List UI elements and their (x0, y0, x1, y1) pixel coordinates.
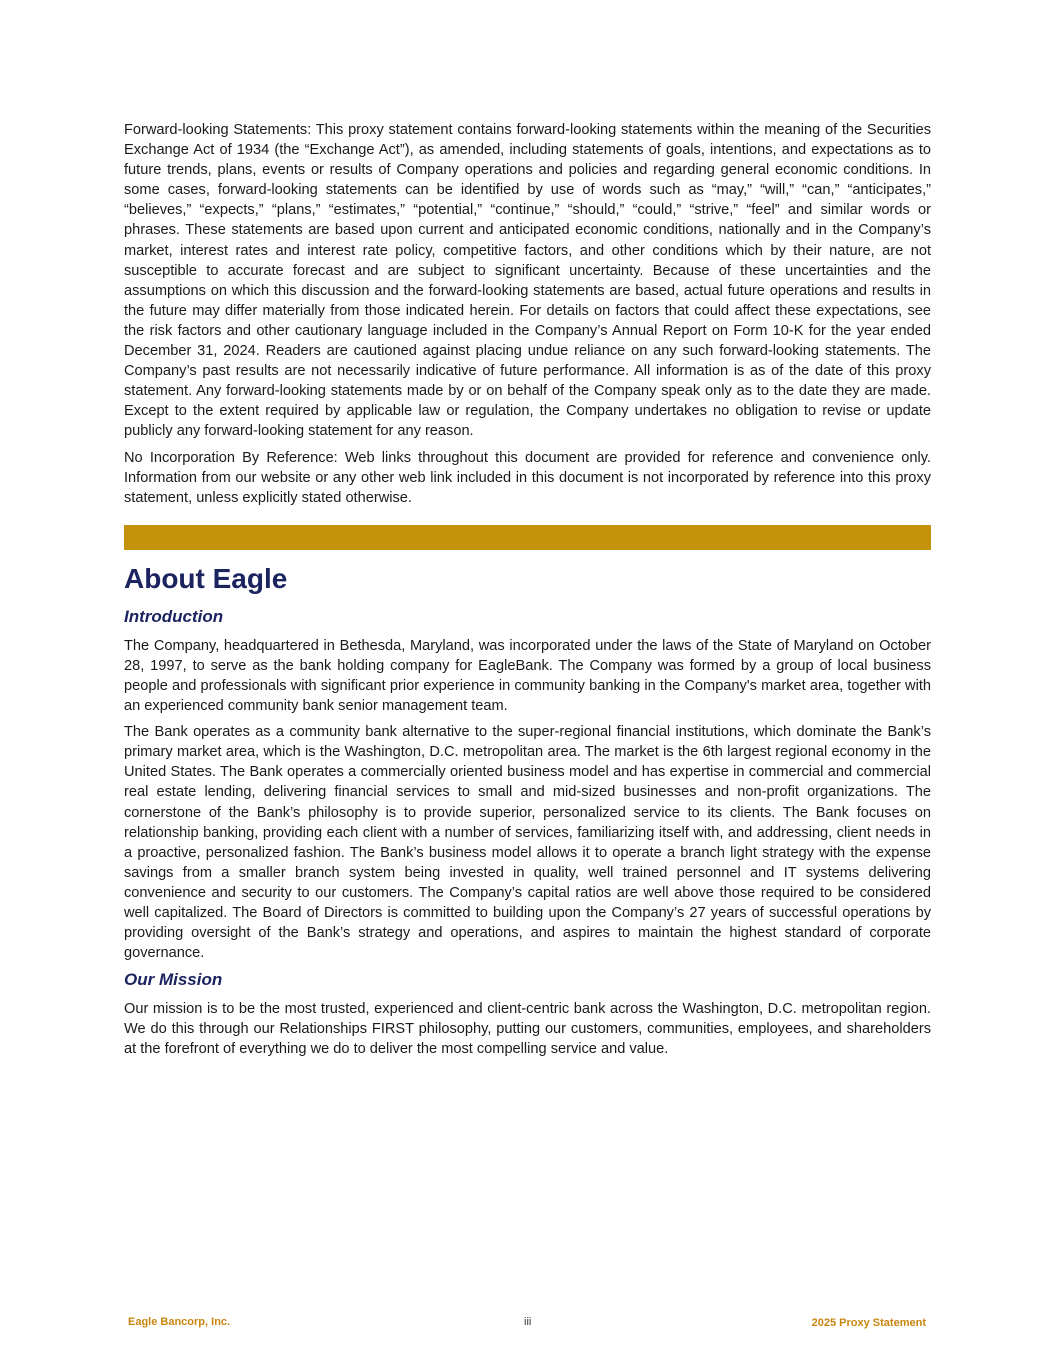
section-title: About Eagle (124, 562, 288, 594)
page-number: iii (524, 1316, 532, 1328)
footer-document-title: 2025 Proxy Statement (811, 1317, 926, 1329)
forward-looking-statements: Forward-looking Statements: This proxy statement contains forward-looking statements within the meaning of the Securities Exchange Act of 1934 (the “Exchange Act”), as amended, including statements of goals, intentions, and expectations as to future trends, plans, events or results of Company operations and policies and regarding general economic conditions. In some cases, forward-looking statements can be identified by use of words such as “may,” “will,” “can,” “anticipates,” “believes,” “expects,” “plans,” “estimates,” “potential,” “continue,” “should,” “could,” “strive,” “feel” and similar words or phrases. These statements are based upon current and anticipated economic conditions, nationally and in the Company’s market, interest rates and interest rate policy, competitive factors, and other conditions which by their nature, are not susceptible to accurate forecast and are subject to significant uncertainty. Because of these uncertainties and the assumptions on which this discussion and the forward-looking statements are based, actual future operations and results in the future may differ materially from those indicated herein. For details on factors that could affect these expectations, see the risk factors and other cautionary language included in the Company’s Annual Report on Form 10-K for the year ended December 31, 2024. Readers are cautioned against placing undue reliance on any such forward-looking statements. The Company’s past results are not necessarily indicative of future performance. All information is as of the date of this proxy statement. Any forward-looking statements made by or on behalf of the Company speak only as to the date they are made. Except to the extent required by applicable law or regulation, the Company undertakes no obligation to revise or update publicly any forward-looking statement for any reason. (124, 122, 931, 440)
mission-paragraph: Our mission is to be the most trusted, experienced and client-centric bank across the Washington, D.C. metropolitan region. We do this through our Relationships FIRST philosophy, putting our customers, communities, employees, and shareholders at the forefront of everything we do to deliver the most compelling service and value. (124, 1001, 931, 1058)
introduction-paragraph: The Bank operates as a community bank alternative to the super-regional financial institutions, which dominate the Bank’s primary market area, which is the Washington, D.C. metropolitan area. The market is the 6th largest regional economy in the United States. The Bank operates a commercially oriented business model and has expertise in commercial and commercial real estate lending, delivering financial services to small and mid-sized businesses and non-profit organizations. The cornerstone of the Bank’s philosophy is to provide superior, personalized service to its clients. The Bank focuses on relationship banking, providing each client with a number of services, familiarizing itself with, and addressing, client needs in a proactive, personalized fashion. The Bank’s business model allows it to operate a branch light strategy with the expense savings from a smaller branch system being invested in quality, well trained personnel and IT systems delivering convenience and security to our customers. The Company’s capital ratios are well above those required to be considered well capitalized. The Board of Directors is committed to building upon the Company’s 27 years of successful operations by providing oversight of the Bank’s strategy and operations, and aspires to maintain the highest standard of corporate governance. (124, 724, 931, 962)
introduction-paragraph: The Company, headquartered in Bethesda, Maryland, was incorporated under the laws of the State of Maryland on October 28, 1997, to serve as the bank holding company for EagleBank. The Company was formed by a group of local business people and professionals with significant prior experience in community banking in the Company's market area, together with an experienced community bank senior management team. (124, 637, 931, 715)
no-incorporation-by-reference: No Incorporation By Reference: Web links throughout this document are provided for reference and convenience only. Information from our website or any other web link included in this document is not incorporated by reference into this proxy statement, unless explicitly stated otherwise. (124, 449, 931, 506)
footer-company: Eagle Bancorp, Inc. (128, 1316, 231, 1328)
mission-heading: Our Mission (124, 970, 223, 990)
introduction-heading: Introduction (124, 606, 224, 626)
page-content (124, 120, 931, 1066)
section-divider-bar (124, 525, 931, 550)
